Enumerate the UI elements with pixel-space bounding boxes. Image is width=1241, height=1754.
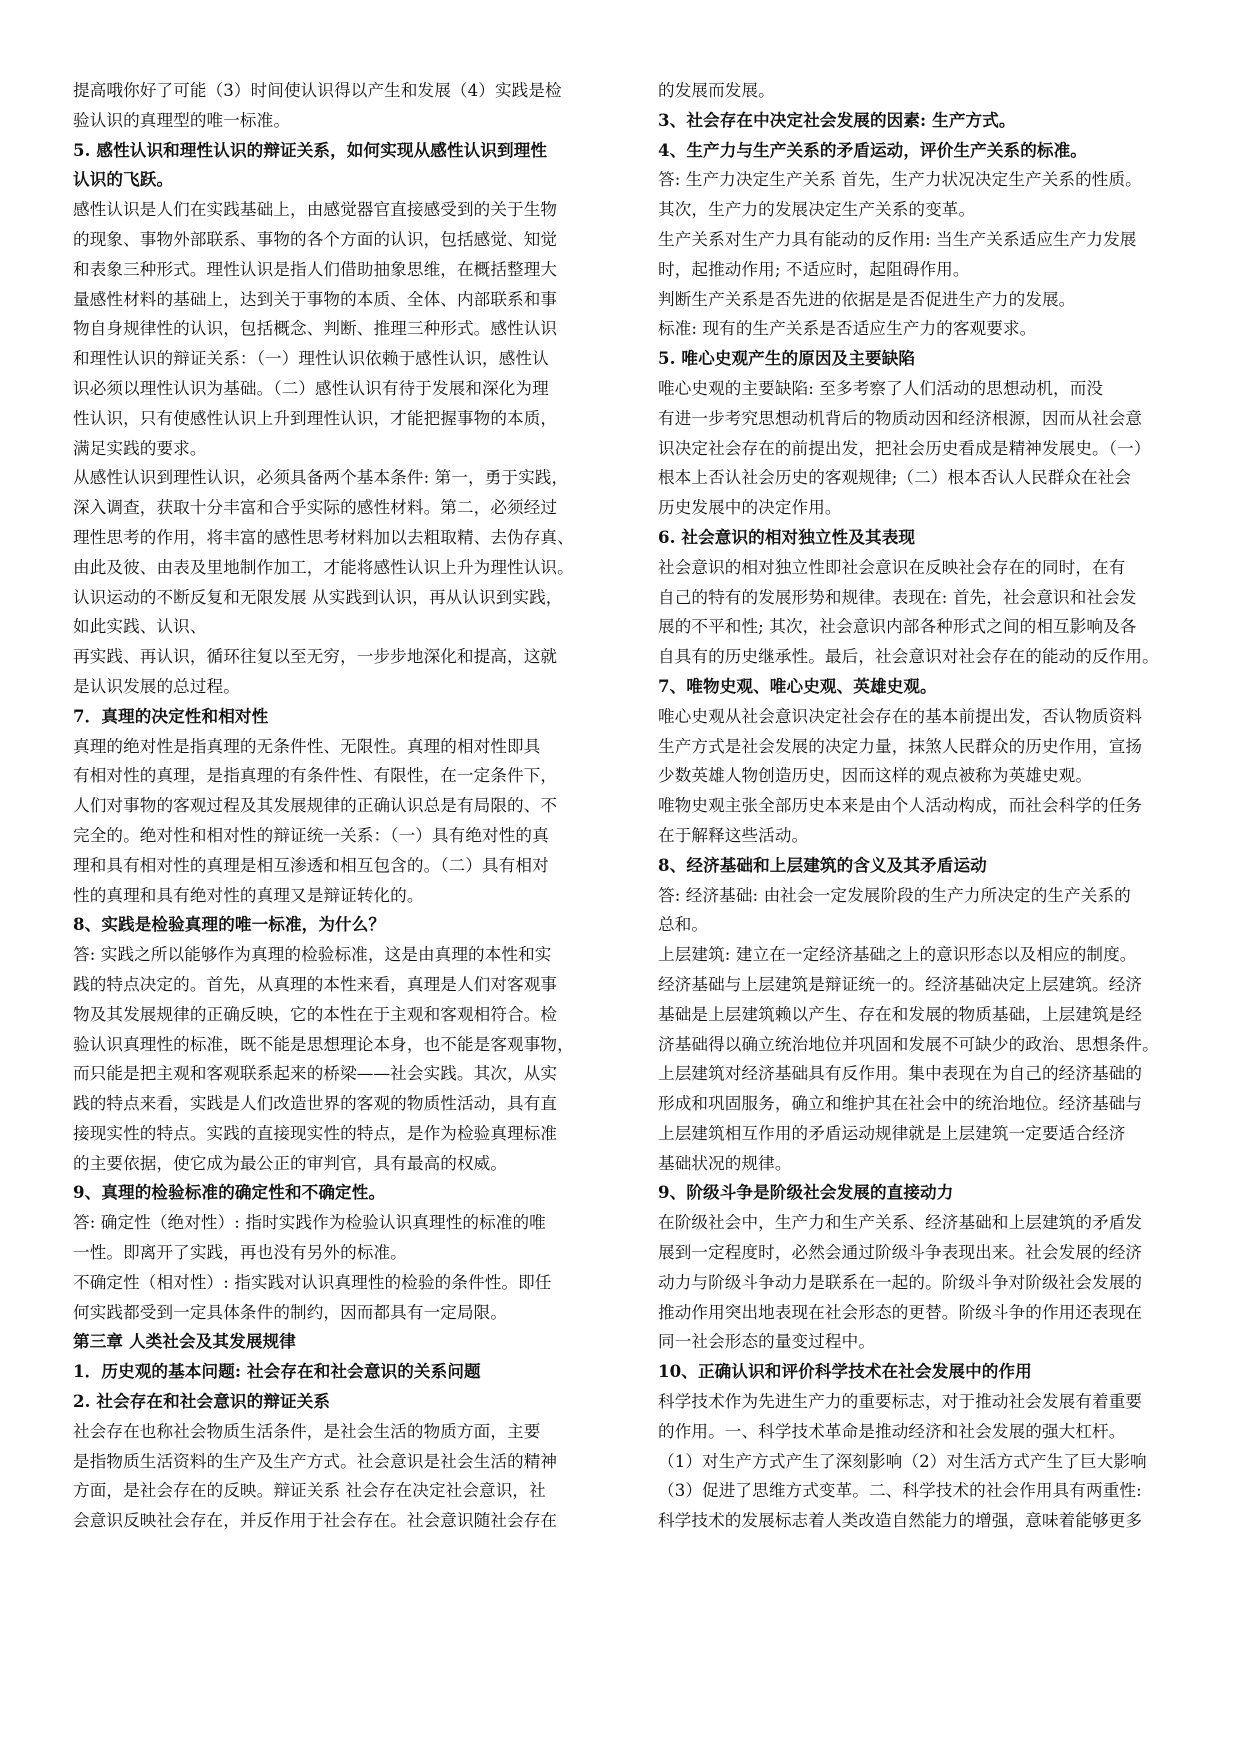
text-line: 科学技术的发展标志着人类改造自然能力的增强，意味着能够更多 — [658, 1511, 1143, 1531]
section-heading-line: 第三章 人类社会及其发展规律 — [73, 1331, 296, 1352]
section-heading-line: 2. 社会存在和社会意识的辩证关系 — [73, 1391, 331, 1412]
text-line: 完全的。绝对性和相对性的辩证统一关系：（一）具有绝对性的真 — [73, 825, 549, 845]
section-heading-line: 9、阶级斗争是阶级社会发展的直接动力 — [658, 1182, 954, 1203]
text-line: 展到一定程度时，必然会通过阶级斗争表现出来。社会发展的经济 — [658, 1243, 1143, 1263]
text-line: 理性思考的作用，将丰富的感性思考材料加以去粗取精、去伪存真、 — [73, 527, 574, 547]
text-line: 动力与阶级斗争动力是联系在一起的。阶级斗争对阶级社会发展的 — [658, 1272, 1143, 1292]
text-line: 总和。 — [658, 915, 709, 935]
text-line: 感性认识是人们在实践基础上，由感觉器官直接感受到的关于生物 — [73, 200, 558, 220]
text-line: 时，起推动作用; 不适应时，起阻碍作用。 — [658, 259, 970, 279]
text-line: 的发展而发展。 — [658, 81, 775, 100]
text-line: 在阶级社会中，生产力和生产关系、经济基础和上层建筑的矛盾发 — [658, 1213, 1143, 1233]
text-line: 基础状况的规律。 — [658, 1153, 792, 1173]
text-line: 识决定社会存在的前提出发，把社会历史看成是精神发展史。（一） — [658, 438, 1151, 458]
text-line: 真理的绝对性是指真理的无条件性、无限性。真理的相对性即具 — [73, 736, 541, 756]
section-heading-line: 7．真理的决定性和相对性 — [73, 705, 269, 726]
text-line: 践的特点来看，实践是人们改造世界的客观的物质性活动，具有直 — [73, 1094, 558, 1114]
section-heading-line: 5. 感性认识和理性认识的辩证关系，如何实现从感性认识到理性 — [73, 139, 548, 160]
text-line: 和表象三种形式。理性认识是指人们借助抽象思维，在概括整理大 — [73, 259, 558, 279]
section-heading-line: 认识的飞跃。 — [73, 169, 174, 190]
text-line: 量感性材料的基础上，达到关于事物的本质、全体、内部联系和事 — [73, 289, 558, 309]
text-line: 上层建筑: 建立在一定经济基础之上的意识形态以及相应的制度。 — [658, 945, 1137, 965]
text-line: 生产方式是社会发展的决定力量，抹煞人民群众的历史作用，宣扬 — [658, 736, 1143, 756]
text-line: 生产关系对生产力具有能动的反作用: 当生产关系适应生产力发展 — [658, 229, 1137, 249]
text-line: 展的不平和性; 其次，社会意识内部各种形式之间的相互影响及各 — [658, 617, 1137, 637]
text-line: 的主要依据，使它成为最公正的审判官，具有最高的权威。 — [73, 1153, 508, 1173]
text-line: 上层建筑对经济基础具有反作用。集中表现在为自己的经济基础的 — [658, 1064, 1143, 1084]
text-line: 答: 经济基础: 由社会一定发展阶段的生产力所决定的生产关系的 — [658, 885, 1131, 905]
text-line: 验认识的真理型的唯一标准。 — [73, 110, 291, 130]
text-line: 同一社会形态的量变过程中。 — [658, 1332, 876, 1352]
text-line: 物及其发展规律的正确反映，它的本性在于主观和客观相符合。检 — [73, 1004, 558, 1024]
text-line: 标准: 现有的生产关系是否适应生产力的客观要求。 — [658, 319, 1037, 339]
text-line: 社会存在也称社会物质生活条件，是社会生活的物质方面，主要 — [73, 1421, 541, 1441]
section-heading-line: 10、正确认识和评价科学技术在社会发展中的作用 — [658, 1361, 1032, 1382]
section-heading-line: 8、经济基础和上层建筑的含义及其矛盾运动 — [658, 854, 987, 875]
text-line: 的作用。一、科学技术革命是推动经济和社会发展的强大杠杆。 — [658, 1421, 1126, 1441]
section-heading-line: 7、唯物史观、唯心史观、英雄史观。 — [658, 675, 937, 696]
text-line: 唯心史观的主要缺陷: 至多考察了人们活动的思想动机，而没 — [658, 378, 1104, 398]
text-line: 唯心史观从社会意识决定社会存在的基本前提出发，否认物质资料 — [658, 706, 1143, 726]
text-line: 再实践、再认识，循环往复以至无穷，一步步地深化和提高，这就 — [73, 647, 558, 667]
text-line: 是认识发展的总过程。 — [73, 676, 240, 696]
text-line: 基础是上层建筑赖以产生、存在和发展的物质基础，上层建筑是经 — [658, 1004, 1143, 1024]
text-line: 推动作用突出地表现在社会形态的更替。阶级斗争的作用还表现在 — [658, 1302, 1143, 1322]
text-line: 在于解释这些活动。 — [658, 825, 809, 845]
section-heading-line: 5. 唯心史观产生的原因及主要缺陷 — [658, 348, 916, 369]
text-line: 历史发展中的决定作用。 — [658, 498, 842, 518]
text-line: 会意识反映社会存在，并反作用于社会存在。社会意识随社会存在 — [73, 1511, 558, 1531]
text-line: 的现象、事物外部联系、事物的各个方面的认识，包括感觉、知觉 — [73, 229, 558, 249]
text-line: 答: 确定性（绝对性）: 指时实践作为检验认识真理性的标准的唯 — [73, 1213, 546, 1233]
section-heading-line: 8、实践是检验真理的唯一标准，为什么？ — [73, 914, 386, 935]
text-line: 少数英雄人物创造历史，因而这样的观点被称为英雄史观。 — [658, 766, 1093, 786]
left-column — [73, 76, 593, 1536]
text-line: 形成和巩固服务，确立和维护其在社会中的统治地位。经济基础与 — [658, 1094, 1143, 1114]
text-line: 自己的特有的发展形势和规律。表现在: 首先，社会意识和社会发 — [658, 587, 1137, 607]
text-line: 是指物质生活资料的生产及生产方式。社会意识是社会生活的精神 — [73, 1451, 558, 1471]
section-heading-line: 9、真理的检验标准的确定性和不确定性。 — [73, 1182, 386, 1203]
text-line: 如此实践、认识、 — [73, 617, 207, 637]
text-line: 从感性认识到理性认识，必须具备两个基本条件: 第一，勇于实践， — [73, 468, 569, 488]
text-line: 其次，生产力的发展决定生产关系的变革。 — [658, 200, 976, 220]
text-line: 接现实性的特点。实践的直接现实性的特点，是作为检验真理标准 — [73, 1123, 558, 1143]
text-line: （3）促进了思维方式变革。二、科学技术的社会作用具有两重性: — [658, 1481, 1142, 1501]
text-line: 不确定性（相对性）: 指实践对认识真理性的检验的条件性。即任 — [73, 1272, 552, 1292]
text-line: 而只能是把主观和客观联系起来的桥梁——社会实践。其次，从实 — [73, 1064, 558, 1084]
text-line: 人们对事物的客观过程及其发展规律的正确认识总是有局限的、不 — [73, 796, 558, 816]
text-line: 有相对性的真理，是指真理的有条件性、有限性，在一定条件下， — [73, 766, 558, 786]
text-line: 经济基础与上层建筑是辩证统一的。经济基础决定上层建筑。经济 — [658, 974, 1143, 994]
text-line: 判断生产关系是否先进的依据是是否促进生产力的发展。 — [658, 289, 1076, 309]
text-line: 由此及彼、由表及里地制作加工，才能将感性认识上升为理性认识。 — [73, 557, 574, 577]
section-heading-line: 4、生产力与生产关系的矛盾运动，评价生产关系的标准。 — [658, 139, 1087, 160]
right-column — [658, 76, 1178, 1536]
text-line: 性认识，只有使感性认识上升到理性认识，才能把握事物的本质， — [73, 408, 558, 428]
section-heading-line: 3、社会存在中决定社会发展的因素: 生产方式。 — [658, 109, 1016, 130]
text-line: 济基础得以确立统治地位并巩固和发展不可缺少的政治、思想条件。 — [658, 1034, 1159, 1054]
text-line: 性的真理和具有绝对性的真理又是辩证转化的。 — [73, 885, 424, 905]
text-line: 社会意识的相对独立性即社会意识在反映社会存在的同时，在有 — [658, 557, 1126, 577]
text-line: 答: 生产力决定生产关系 首先，生产力状况决定生产关系的性质。 — [658, 170, 1142, 190]
section-heading-line: 6. 社会意识的相对独立性及其表现 — [658, 526, 916, 547]
text-line: 有进一步考究思想动机背后的物质动因和经济根源，因而从社会意 — [658, 408, 1143, 428]
text-line: 理和具有相对性的真理是相互渗透和相互包含的。（二）具有相对 — [73, 855, 549, 875]
text-line: 提高哦你好了可能（3）时间使认识得以产生和发展（4）实践是检 — [73, 81, 562, 100]
text-line: 科学技术作为先进生产力的重要标志，对于推动社会发展有着重要 — [658, 1392, 1143, 1412]
text-line: 识必须以理性认识为基础。（二）感性认识有待于发展和深化为理 — [73, 378, 549, 398]
text-line: 验认识真理性的标准，既不能是思想理论本身，也不能是客观事物， — [73, 1034, 574, 1054]
text-line: 深入调查，获取十分丰富和合乎实际的感性材料。第二，必须经过 — [73, 498, 558, 518]
text-line: 根本上否认社会历史的客观规律;（二）根本否认人民群众在社会 — [658, 468, 1132, 488]
text-line: 认识运动的不断反复和无限发展 从实践到认识，再从认识到实践， — [73, 587, 563, 607]
text-line: 践的特点决定的。首先，从真理的本性来看，真理是人们对客观事 — [73, 974, 558, 994]
text-line: 自具有的历史继承性。最后，社会意识对社会存在的能动的反作用。 — [658, 647, 1159, 667]
text-line: 一性。即离开了实践，再也没有另外的标准。 — [73, 1243, 407, 1263]
text-line: 上层建筑相互作用的矛盾运动规律就是上层建筑一定要适合经济 — [658, 1123, 1126, 1143]
text-line: （1）对生产方式产生了深刻影响（2）对生活方式产生了巨大影响 — [658, 1451, 1147, 1471]
text-line: 方面，是社会存在的反映。辩证关系 社会存在决定社会意识，社 — [73, 1481, 546, 1501]
text-line: 和理性认识的辩证关系：（一）理性认识依赖于感性认识，感性认 — [73, 349, 549, 369]
text-line: 满足实践的要求。 — [73, 438, 207, 458]
text-line: 何实践都受到一定具体条件的制约，因而都具有一定局限。 — [73, 1302, 508, 1322]
text-line: 唯物史观主张全部历史本来是由个人活动构成，而社会科学的任务 — [658, 796, 1143, 816]
section-heading-line: 1．历史观的基本问题: 社会存在和社会意识的关系问题 — [73, 1361, 481, 1382]
text-line: 答: 实践之所以能够作为真理的检验标准，这是由真理的本性和实 — [73, 945, 552, 965]
text-line: 物自身规律性的认识，包括概念、判断、推理三种形式。感性认识 — [73, 319, 558, 339]
